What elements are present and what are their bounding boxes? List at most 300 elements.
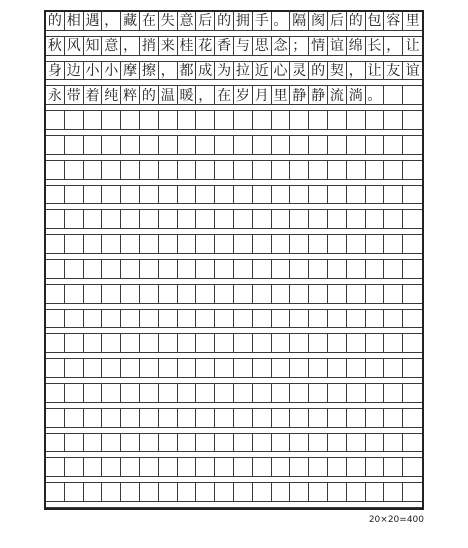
grid-cell (102, 111, 121, 130)
grid-cell (140, 334, 159, 353)
grid-cell (159, 161, 178, 180)
grid-cell (234, 111, 253, 130)
grid-cell: 纯 (102, 86, 121, 105)
grid-cell (253, 384, 272, 403)
grid-cell (215, 136, 234, 155)
grid-cell (272, 359, 291, 378)
grid-cell (384, 334, 403, 353)
grid-cell (65, 359, 84, 378)
grid-cell (140, 111, 159, 130)
grid-cell (347, 111, 366, 130)
grid-cell: ， (196, 86, 215, 105)
grid-cell: 来 (159, 37, 178, 56)
grid-cell: 都 (178, 62, 197, 81)
grid-cell (403, 458, 422, 477)
grid-cell (403, 434, 422, 453)
grid-cell (366, 458, 385, 477)
grid-cell: 带 (65, 86, 84, 105)
grid-cell (234, 210, 253, 229)
grid-cell (65, 161, 84, 180)
grid-cell: 让 (366, 62, 385, 81)
grid-cell (328, 235, 347, 254)
grid-cell (102, 409, 121, 428)
grid-cell (121, 409, 140, 428)
grid-cell (215, 384, 234, 403)
grid-row (46, 384, 422, 403)
grid-cell (178, 186, 197, 205)
grid-cell (328, 409, 347, 428)
grid-cell (102, 458, 121, 477)
grid-cell (84, 235, 103, 254)
grid-cell (290, 334, 309, 353)
grid-cell (196, 285, 215, 304)
grid-cell (215, 334, 234, 353)
grid-cell (140, 210, 159, 229)
grid-cell: 的 (46, 12, 65, 31)
grid-cell (84, 111, 103, 130)
grid-cell (309, 210, 328, 229)
grid-cell (309, 409, 328, 428)
grid-cell (384, 136, 403, 155)
grid-cell: 遇 (84, 12, 103, 31)
grid-cell: 身 (46, 62, 65, 81)
grid-cell (215, 111, 234, 130)
grid-cell (384, 111, 403, 130)
grid-cell (102, 285, 121, 304)
grid-cell (272, 161, 291, 180)
grid-cell (215, 359, 234, 378)
grid-cell: 拉 (234, 62, 253, 81)
grid-cell (121, 334, 140, 353)
grid-cell: 小 (102, 62, 121, 81)
grid-cell: 淌 (347, 86, 366, 105)
grid-cell (84, 260, 103, 279)
grid-cell: 擦 (140, 62, 159, 81)
grid-cell (253, 260, 272, 279)
grid-cell (159, 359, 178, 378)
grid-cell (309, 334, 328, 353)
grid-cell: 粹 (121, 86, 140, 105)
grid-cell (309, 483, 328, 502)
grid-cell (215, 161, 234, 180)
grid-cell (102, 384, 121, 403)
grid-cell (309, 111, 328, 130)
grid-cell (178, 434, 197, 453)
grid-cell (121, 260, 140, 279)
grid-cell (65, 285, 84, 304)
grid-cell (84, 186, 103, 205)
grid-cell (234, 483, 253, 502)
grid-cell (121, 434, 140, 453)
grid-cell (290, 161, 309, 180)
grid-cell (384, 434, 403, 453)
grid-cell: 长 (366, 37, 385, 56)
grid-cell (196, 111, 215, 130)
grid-cell (102, 260, 121, 279)
grid-cell (121, 458, 140, 477)
grid-cell (159, 483, 178, 502)
grid-cell (234, 310, 253, 329)
grid-cell (178, 210, 197, 229)
grid-cell (384, 235, 403, 254)
grid-cell (290, 235, 309, 254)
grid-cell (65, 458, 84, 477)
grid-cell: 花 (196, 37, 215, 56)
grid-cell (403, 186, 422, 205)
grid-cell (384, 384, 403, 403)
grid-cell (403, 86, 422, 105)
grid-cell: ， (159, 62, 178, 81)
grid-cell (384, 285, 403, 304)
grid-cell (328, 186, 347, 205)
grid-cell (384, 359, 403, 378)
grid-row (46, 37, 422, 56)
grid-cell (102, 210, 121, 229)
grid-cell (65, 310, 84, 329)
grid-cell (46, 359, 65, 378)
grid-cell (140, 161, 159, 180)
grid-cell (159, 310, 178, 329)
grid-cell (384, 458, 403, 477)
grid-cell: 失 (159, 12, 178, 31)
grid-cell (253, 136, 272, 155)
grid-cell (46, 458, 65, 477)
grid-cell: 阂 (309, 12, 328, 31)
grid-cell (366, 384, 385, 403)
grid-cell (215, 483, 234, 502)
grid-cell (140, 384, 159, 403)
grid-cell (290, 260, 309, 279)
grid-cell (121, 483, 140, 502)
grid-cell (290, 458, 309, 477)
grid-cell (159, 210, 178, 229)
grid-cell (102, 310, 121, 329)
grid-cell: 灵 (290, 62, 309, 81)
grid-cell (215, 434, 234, 453)
grid-row (46, 285, 422, 304)
grid-cell (290, 434, 309, 453)
grid-cell (215, 186, 234, 205)
grid-cell (102, 136, 121, 155)
grid-cell (102, 334, 121, 353)
grid-cell: 思 (253, 37, 272, 56)
grid-cell (272, 136, 291, 155)
grid-row (46, 483, 422, 502)
grid-cell (403, 384, 422, 403)
grid-cell (65, 186, 84, 205)
grid-cell (196, 483, 215, 502)
grid-cell (366, 136, 385, 155)
grid-cell (65, 409, 84, 428)
grid-cell (46, 186, 65, 205)
grid-cell (102, 359, 121, 378)
grid-cell (290, 136, 309, 155)
grid-cell (366, 359, 385, 378)
grid-cell (366, 186, 385, 205)
grid-cell (159, 458, 178, 477)
grid-cell (272, 384, 291, 403)
grid-cell (328, 210, 347, 229)
grid-cell (121, 359, 140, 378)
grid-cell: 谊 (328, 37, 347, 56)
grid-cell (121, 384, 140, 403)
grid-cell (65, 136, 84, 155)
grid-cell (290, 210, 309, 229)
grid-cell (272, 260, 291, 279)
grid-cell (272, 458, 291, 477)
grid-cell: 的 (347, 12, 366, 31)
grid-cell: 月 (253, 86, 272, 105)
grid-cell (84, 384, 103, 403)
grid-row (46, 434, 422, 453)
grid-cell (84, 409, 103, 428)
grid-cell (46, 384, 65, 403)
grid-cell (215, 458, 234, 477)
grid-row (46, 86, 422, 105)
grid-cell (253, 310, 272, 329)
grid-cell (196, 260, 215, 279)
grid-cell (403, 111, 422, 130)
grid-cell: 静 (309, 86, 328, 105)
grid-cell (347, 334, 366, 353)
grid-cell (272, 434, 291, 453)
grid-cell (196, 235, 215, 254)
grid-cell (328, 310, 347, 329)
grid-cell (46, 285, 65, 304)
grid-cell (140, 409, 159, 428)
grid-cell (253, 186, 272, 205)
grid-row (46, 62, 422, 81)
grid-cell (366, 111, 385, 130)
grid-row (46, 111, 422, 130)
grid-cell: 隔 (290, 12, 309, 31)
grid-cell (84, 483, 103, 502)
grid-cell (366, 334, 385, 353)
grid-cell: 桂 (178, 37, 197, 56)
grid-cell (384, 409, 403, 428)
grid-cell (328, 136, 347, 155)
writing-grid (44, 10, 424, 510)
grid-cell (159, 111, 178, 130)
grid-cell (178, 310, 197, 329)
grid-cell (272, 111, 291, 130)
grid-cell (215, 210, 234, 229)
grid-row (46, 458, 422, 477)
grid-cell (384, 161, 403, 180)
grid-cell (384, 483, 403, 502)
grid-cell (159, 384, 178, 403)
grid-cell (403, 483, 422, 502)
grid-cell (46, 210, 65, 229)
grid-cell (178, 111, 197, 130)
grid-cell (290, 285, 309, 304)
grid-cell (290, 384, 309, 403)
grid-cell: 手 (253, 12, 272, 31)
grid-cell (234, 285, 253, 304)
grid-cell: 永 (46, 86, 65, 105)
grid-cell (65, 260, 84, 279)
grid-cell (140, 483, 159, 502)
grid-cell (366, 434, 385, 453)
grid-cell (102, 161, 121, 180)
grid-cell (121, 111, 140, 130)
grid-cell (347, 161, 366, 180)
grid-row (46, 12, 422, 31)
grid-cell (178, 359, 197, 378)
grid-cell (290, 359, 309, 378)
grid-cell (46, 310, 65, 329)
grid-cell (328, 161, 347, 180)
grid-cell (347, 434, 366, 453)
grid-cell (159, 285, 178, 304)
grid-cell (328, 458, 347, 477)
grid-cell (328, 260, 347, 279)
grid-cell (309, 310, 328, 329)
grid-cell (215, 260, 234, 279)
grid-cell (384, 186, 403, 205)
grid-cell: ， (121, 37, 140, 56)
grid-cell (309, 136, 328, 155)
grid-cell (366, 210, 385, 229)
grid-cell (309, 186, 328, 205)
grid-cell (234, 161, 253, 180)
grid-cell: ， (102, 12, 121, 31)
grid-cell (84, 310, 103, 329)
grid-cell (347, 384, 366, 403)
grid-cell (403, 409, 422, 428)
grid-cell (253, 235, 272, 254)
grid-cell (159, 260, 178, 279)
grid-cell (196, 409, 215, 428)
grid-cell (178, 483, 197, 502)
grid-cell (140, 186, 159, 205)
grid-cell (347, 458, 366, 477)
grid-cell: 香 (215, 37, 234, 56)
grid-cell (272, 285, 291, 304)
grid-cell (309, 285, 328, 304)
grid-cell: 拥 (234, 12, 253, 31)
grid-cell (84, 136, 103, 155)
grid-cell (272, 483, 291, 502)
grid-cell (46, 235, 65, 254)
grid-cell (121, 136, 140, 155)
grid-cell (403, 210, 422, 229)
grid-cell (140, 434, 159, 453)
grid-cell: 后 (328, 12, 347, 31)
grid-cell (234, 235, 253, 254)
grid-cell: 成 (196, 62, 215, 81)
grid-cell: 相 (65, 12, 84, 31)
grid-cell (178, 458, 197, 477)
grid-cell (65, 235, 84, 254)
grid-cell (328, 285, 347, 304)
grid-row (46, 260, 422, 279)
grid-cell (328, 111, 347, 130)
grid-cell: ， (347, 62, 366, 81)
grid-cell (253, 458, 272, 477)
grid-cell (121, 186, 140, 205)
grid-cell (347, 359, 366, 378)
grid-cell (46, 483, 65, 502)
grid-cell (140, 235, 159, 254)
grid-cell (121, 310, 140, 329)
grid-cell (403, 310, 422, 329)
grid-cell (196, 186, 215, 205)
grid-cell: 。 (366, 86, 385, 105)
grid-cell (253, 161, 272, 180)
row-spacing-band (46, 502, 422, 508)
grid-cell (403, 260, 422, 279)
grid-cell (403, 161, 422, 180)
grid-cell: 包 (366, 12, 385, 31)
grid-cell: 在 (140, 12, 159, 31)
grid-cell (46, 111, 65, 130)
grid-cell: 后 (196, 12, 215, 31)
grid-cell (253, 285, 272, 304)
grid-cell (121, 235, 140, 254)
grid-cell (403, 285, 422, 304)
grid-cell: 谊 (405, 62, 420, 79)
grid-cell (366, 483, 385, 502)
grid-cell (347, 186, 366, 205)
grid-cell (403, 136, 422, 155)
grid-cell (290, 409, 309, 428)
grid-cell (84, 210, 103, 229)
grid-cell (196, 458, 215, 477)
grid-cell (272, 210, 291, 229)
grid-cell (159, 235, 178, 254)
grid-cell (121, 161, 140, 180)
grid-cell: 温 (159, 86, 178, 105)
grid-row (46, 334, 422, 353)
grid-cell (253, 359, 272, 378)
grid-cell (290, 310, 309, 329)
grid-cell: 捎 (140, 37, 159, 56)
grid-row (46, 136, 422, 155)
grid-cell (309, 260, 328, 279)
grid-cell (178, 260, 197, 279)
grid-cell (234, 260, 253, 279)
grid-cell: 念 (272, 37, 291, 56)
grid-cell (272, 186, 291, 205)
grid-cell (366, 235, 385, 254)
grid-cell (309, 161, 328, 180)
grid-cell (272, 235, 291, 254)
grid-cell: 绵 (347, 37, 366, 56)
grid-cell (234, 334, 253, 353)
grid-cell (196, 359, 215, 378)
grid-cell (178, 285, 197, 304)
grid-cell (384, 210, 403, 229)
grid-cell (102, 483, 121, 502)
grid-cell (65, 434, 84, 453)
grid-cell (253, 483, 272, 502)
grid-cell: 的 (140, 86, 159, 105)
grid-cell (196, 136, 215, 155)
grid-cell: 。 (272, 12, 291, 31)
grid-cell (140, 310, 159, 329)
grid-row (46, 210, 422, 229)
grid-cell (309, 458, 328, 477)
grid-cell (102, 434, 121, 453)
grid-cell (215, 285, 234, 304)
grid-cell (215, 409, 234, 428)
grid-cell: 风 (65, 37, 84, 56)
grid-cell (253, 434, 272, 453)
grid-cell (65, 111, 84, 130)
grid-cell (234, 384, 253, 403)
grid-cell (65, 384, 84, 403)
